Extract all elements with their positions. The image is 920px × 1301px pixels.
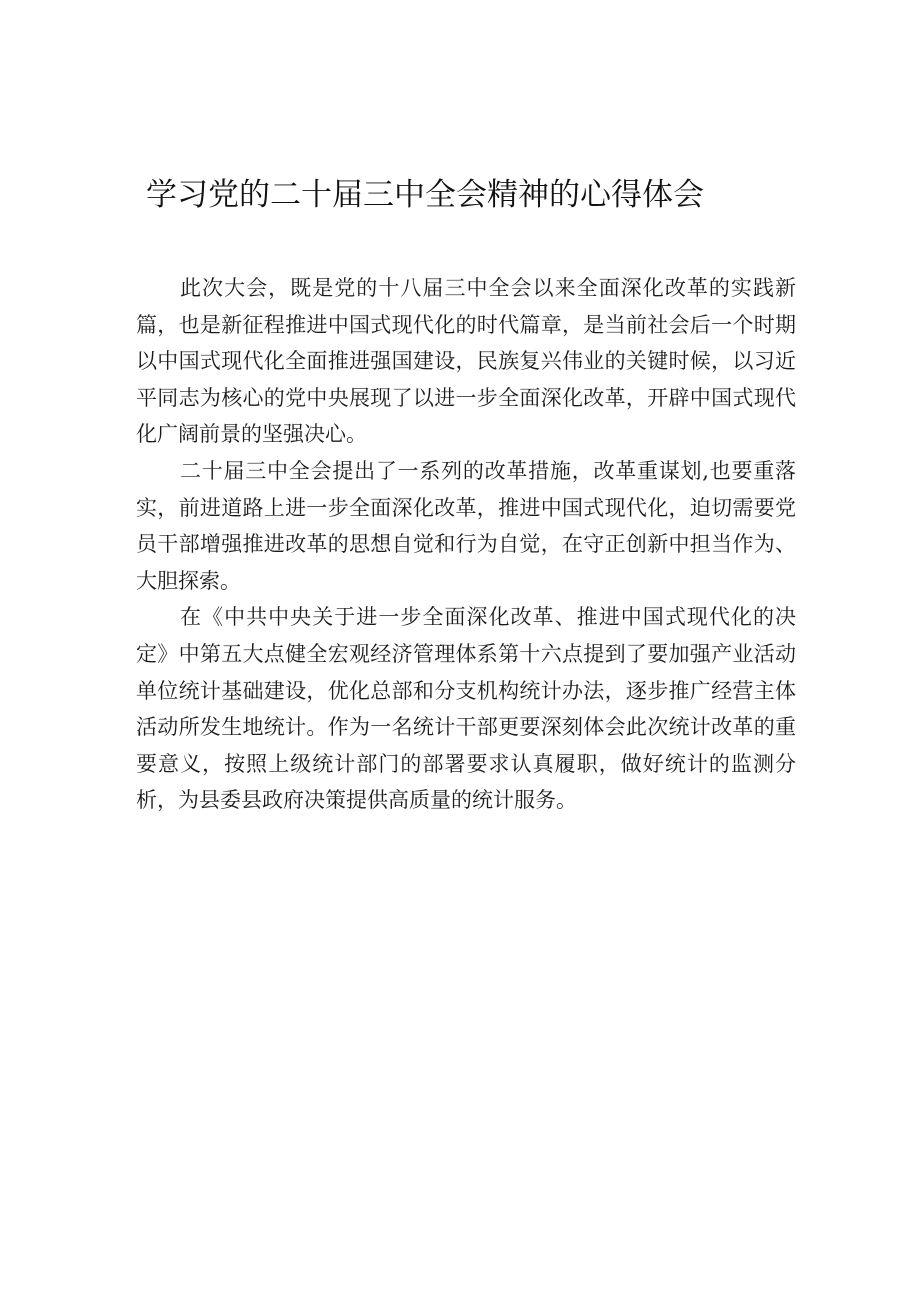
document-body xyxy=(136,270,796,819)
paragraph-1: 此次大会，既是党的十八届三中全会以来全面深化改革的实践新篇，也是新征程推进中国式现代化的时代篇章，是当前社会后一个时期以中国式现代化全面推进强国建设，民族复兴伟业的关键时候，以习近平同志为核心的党中央展现了以进一步全面深化改革，开辟中国式现代化广阔前景的坚强决心。 xyxy=(136,276,796,447)
paragraph-3: 在《中共中央关于进一步全面深化改革、推进中国式现代化的决定》中第五大点健全宏观经济管理体系第十六点提到了要加强产业活动单位统计基础建设，优化总部和分支机构统计办法，逐步推广经营主体活动所发生地统计。作为一名统计干部更要深刻体会此次统计改革的重要意义，按照上级统计部门的部署要求认真履职，做好统计的监测分析，为县委县政府决策提供高质量的统计服务。 xyxy=(136,605,796,813)
document-title: 学习党的二十届三中全会精神的心得体会 xyxy=(146,177,704,213)
paragraph-2: 二十届三中全会提出了一系列的改革措施，改革重谋划,也要重落实，前进道路上进一步全面深化改革，推进中国式现代化，迫切需要党员干部增强推进改革的思想自觉和行为自觉，在守正创新中担当作为、大胆探索。 xyxy=(136,458,796,593)
